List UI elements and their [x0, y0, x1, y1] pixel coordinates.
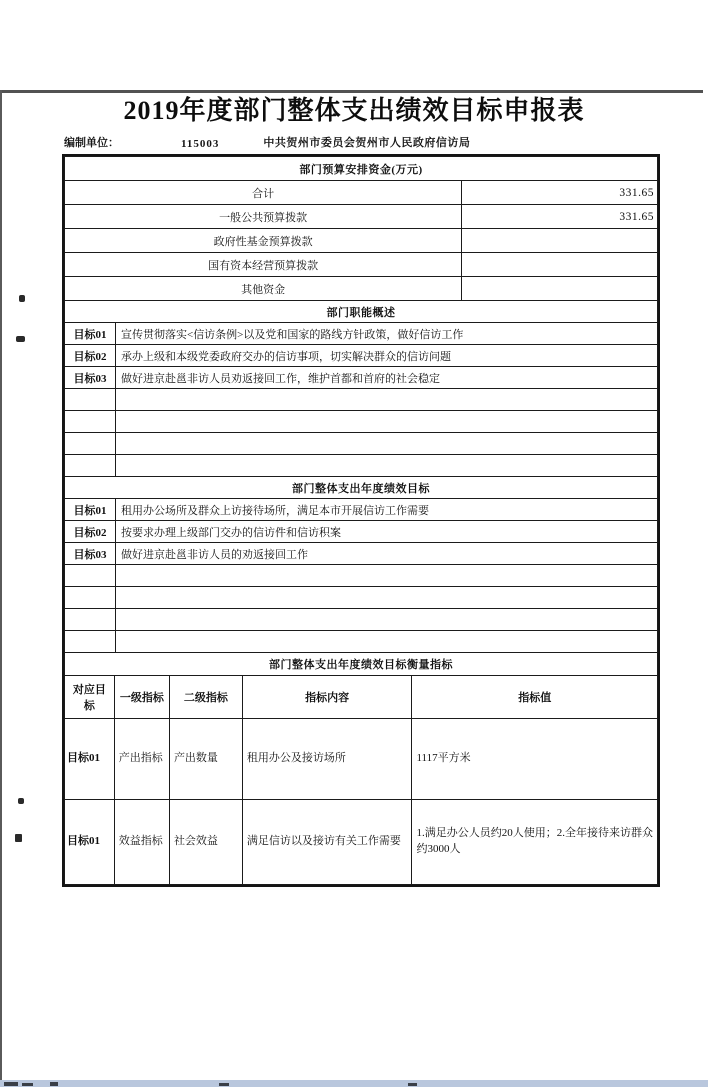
- table-row: [65, 499, 658, 521]
- goal-id: 目标02: [65, 345, 116, 367]
- scan-mark: [408, 1083, 417, 1086]
- goal-text: [115, 455, 657, 477]
- goal-text: 做好进京赴邕非访人员的劝返接回工作: [115, 543, 657, 565]
- goal-id: [65, 389, 116, 411]
- table-row: [65, 323, 658, 345]
- prepared-by-label: 编制单位：: [64, 137, 119, 149]
- annual-goals-header-row: [65, 477, 658, 499]
- goal-id: [65, 609, 116, 631]
- table-row: [65, 521, 658, 543]
- goal-text: 按要求办理上级部门交办的信访件和信访积案: [115, 521, 657, 543]
- goal-id: 目标02: [65, 521, 116, 543]
- scan-mark: [50, 1082, 58, 1086]
- goal-id: [65, 587, 116, 609]
- goal-text: 租用办公场所及群众上访接待场所，满足本市开展信访工作需要: [115, 499, 657, 521]
- indicator-level2: 产出数量: [169, 719, 242, 800]
- indicators-column-header-row: [65, 676, 658, 719]
- goal-text: [115, 433, 657, 455]
- scan-speck: [15, 834, 22, 842]
- column-header: 指标值: [412, 676, 658, 719]
- declaration-table: [62, 154, 660, 887]
- table-row: [65, 277, 658, 301]
- table-row: [65, 345, 658, 367]
- functions-section-title: 部门职能概述: [65, 301, 658, 323]
- goal-id: 目标03: [65, 543, 116, 565]
- org-name: 中共贺州市委员会贺州市人民政府信访局: [263, 137, 471, 149]
- budget-section-title: 部门预算安排资金(万元): [65, 157, 658, 181]
- table-row-empty: [65, 587, 658, 609]
- budget-row-value: [462, 277, 658, 301]
- budget-section-header-row: [65, 157, 658, 181]
- goal-text: [115, 587, 657, 609]
- goal-id: [65, 455, 116, 477]
- goal-text: 承办上级和本级党委政府交办的信访事项，切实解决群众的信访问题: [115, 345, 657, 367]
- scan-speck: [18, 798, 24, 804]
- indicator-goal: 目标01: [65, 719, 115, 800]
- table-row-empty: [65, 609, 658, 631]
- column-header: 二级指标: [169, 676, 242, 719]
- column-header: 一级指标: [114, 676, 169, 719]
- page-title: 2019年度部门整体支出绩效目标申报表: [123, 96, 585, 125]
- budget-row-label: 合计: [65, 181, 462, 205]
- table-row-empty: [65, 433, 658, 455]
- org-code: 115003: [181, 138, 220, 150]
- budget-row-value: [462, 253, 658, 277]
- column-header: 对应目标: [65, 676, 115, 719]
- table-row: [65, 367, 658, 389]
- scan-strip-bottom: [0, 1080, 708, 1087]
- indicator-level1: 产出指标: [114, 719, 169, 800]
- budget-row-value: 331.65: [462, 181, 658, 205]
- scan-edge-top: [0, 90, 703, 93]
- table-row: [65, 205, 658, 229]
- indicator-goal: 目标01: [65, 800, 115, 885]
- goal-text: [115, 389, 657, 411]
- goal-id: 目标01: [65, 499, 116, 521]
- table-row-empty: [65, 631, 658, 653]
- scan-mark: [22, 1083, 33, 1086]
- goal-text: [115, 609, 657, 631]
- scan-mark: [219, 1083, 229, 1086]
- goal-id: 目标01: [65, 323, 116, 345]
- table-row-empty: [65, 411, 658, 433]
- goal-text: [115, 631, 657, 653]
- goal-id: [65, 565, 116, 587]
- annual-goals-section: [64, 476, 658, 653]
- scan-mark: [4, 1082, 18, 1086]
- scan-speck: [16, 336, 25, 342]
- column-header: 指标内容: [242, 676, 412, 719]
- functions-section: [64, 300, 658, 477]
- goal-id: 目标03: [65, 367, 116, 389]
- budget-row-label: 国有资本经营预算拨款: [65, 253, 462, 277]
- prepared-by-row: [62, 134, 656, 150]
- indicators-section: [64, 652, 658, 885]
- indicator-level2: 社会效益: [169, 800, 242, 885]
- scanned-form-page: [0, 90, 708, 1087]
- indicators-section-title: 部门整体支出年度绩效目标衡量指标: [65, 653, 658, 676]
- indicators-header-row: [65, 653, 658, 676]
- indicator-row: [65, 800, 658, 885]
- budget-row-value: [462, 229, 658, 253]
- indicator-content: 满足信访以及接访有关工作需要: [242, 800, 412, 885]
- table-row: [65, 543, 658, 565]
- scan-edge-left: [0, 90, 2, 1087]
- goal-id: [65, 433, 116, 455]
- table-row: [65, 181, 658, 205]
- table-row: [65, 229, 658, 253]
- annual-goals-section-title: 部门整体支出年度绩效目标: [65, 477, 658, 499]
- indicator-content: 租用办公及接访场所: [242, 719, 412, 800]
- budget-section: [64, 156, 658, 301]
- table-row: [65, 253, 658, 277]
- goal-text: 宣传贯彻落实<信访条例>以及党和国家的路线方针政策，做好信访工作: [115, 323, 657, 345]
- table-row-empty: [65, 389, 658, 411]
- goal-text: [115, 411, 657, 433]
- goal-id: [65, 631, 116, 653]
- indicator-row: [65, 719, 658, 800]
- indicator-level1: 效益指标: [114, 800, 169, 885]
- table-row-empty: [65, 455, 658, 477]
- budget-row-label: 政府性基金预算拨款: [65, 229, 462, 253]
- indicator-value: 1.满足办公人员约20人使用；2.全年接待来访群众约3000人: [412, 800, 658, 885]
- functions-section-header-row: [65, 301, 658, 323]
- table-row-empty: [65, 565, 658, 587]
- goal-id: [65, 411, 116, 433]
- budget-row-label: 其他资金: [65, 277, 462, 301]
- budget-row-value: 331.65: [462, 205, 658, 229]
- indicator-value: 1117平方米: [412, 719, 658, 800]
- budget-row-label: 一般公共预算拨款: [65, 205, 462, 229]
- goal-text: 做好进京赴邕非访人员劝返接回工作，维护首都和首府的社会稳定: [115, 367, 657, 389]
- scan-speck: [19, 295, 25, 302]
- goal-text: [115, 565, 657, 587]
